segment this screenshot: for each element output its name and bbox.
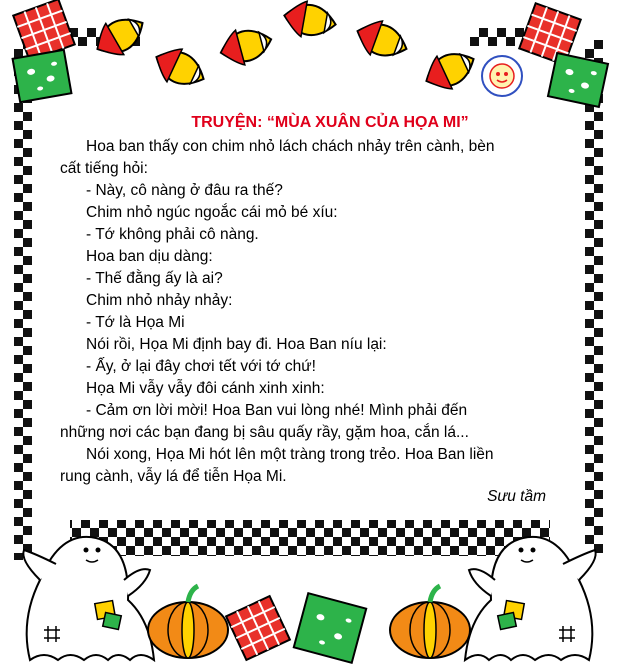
story-line: - Thế đằng ấy là ai? (86, 270, 223, 287)
candy-corn-icon (351, 14, 412, 66)
pumpkin-icon (148, 586, 228, 658)
story-source: Sưu tầm (487, 488, 546, 505)
story-body (60, 112, 560, 488)
quilt-patch-icon (13, 0, 75, 61)
story-line: rung cành, vẫy lá để tiễn Họa Mi. (60, 468, 287, 485)
story-line: cất tiếng hỏi: (60, 160, 148, 177)
story-line: - Tớ là Họa Mi (86, 314, 185, 331)
story-line: những nơi các bạn đang bị sâu quấy rầy, gặm hoa, cắn lá... (60, 424, 469, 441)
candy-corn-icon (88, 7, 151, 64)
story-line: Hoa ban dịu dàng: (86, 248, 213, 265)
candy-corn-icon (149, 41, 211, 96)
candy-corn-icon (419, 43, 481, 98)
story-line: - Cảm ơn lời mời! Hoa Ban vui lòng nhé! Mình phải đến (86, 402, 468, 419)
story-line: - Ấy, ở lại đây chơi tết với tớ chứ! (86, 358, 316, 375)
bottom-decorations (0, 510, 619, 670)
story-line: Họa Mi vẫy vẫy đôi cánh xinh xinh: (86, 380, 325, 397)
checker-border-right (585, 40, 603, 560)
pumpkin-icon (390, 586, 470, 658)
story-line: Chim nhỏ nhảy nhảy: (86, 292, 233, 309)
quilt-patch-icon (548, 53, 608, 107)
quilt-patch-icon (226, 596, 290, 660)
story-line: - Tớ không phải cô nàng. (86, 226, 259, 243)
story-line: Chim nhỏ ngúc ngoắc cái mỏ bé xíu: (86, 204, 338, 221)
story-line: Nói xong, Họa Mi hót lên một tràng trong trẻo. Hoa Ban liền (86, 446, 494, 463)
school-logo-icon (482, 56, 522, 96)
quilt-patch-icon (294, 593, 366, 663)
story-line: Hoa ban thấy con chim nhỏ lách chách nhảy trên cành, bèn (86, 138, 495, 155)
checker-border-left (14, 40, 32, 560)
candy-corn-icon (216, 22, 276, 70)
story-line: - Này, cô nàng ở đâu ra thế? (86, 182, 283, 199)
quilt-patch-icon (13, 50, 72, 102)
candy-corn-icon (281, 0, 338, 42)
story-line: Nói rồi, Họa Mi định bay đi. Hoa Ban níu lại: (86, 336, 387, 353)
top-decorations (0, 0, 619, 112)
story-title: TRUYỆN: “MÙA XUÂN CỦA HỌA MI” (191, 114, 469, 131)
